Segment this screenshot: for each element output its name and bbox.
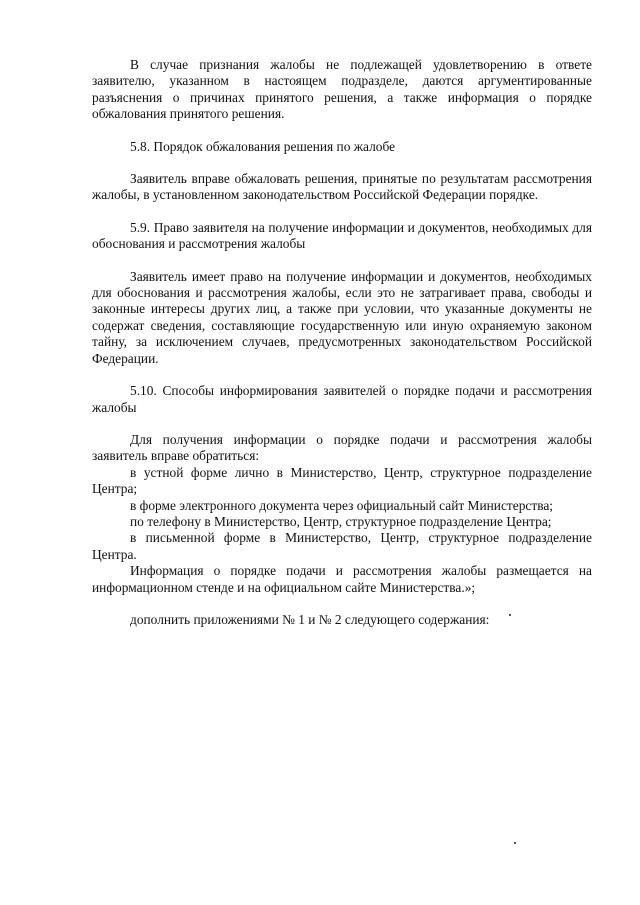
section-heading-5-10: 5.10. Способы информирования заявителей о порядке подачи и рассмотрения жалобы [92,383,592,415]
paragraph-appendix-addition: дополнить приложениями № 1 и № 2 следующего содержания: [130,611,490,627]
paragraph-information-right: Заявитель имеет право на получение информации и документов, необходимых для обоснования и рассмотрения жалобы, если это не затрагивает права, свободы и законные интересы других лиц, а также при условии, что указанные документы не содержат сведения, составляющие государственную или иную охраняемую законом тайну, за исключением случаев, предусмотренных законодательством Российской Федерации. [92,268,592,366]
list-item-phone: по телефону в Министерство, Центр, структурное подразделение Центра; [130,513,552,529]
scan-speck [509,614,511,616]
section-heading-5-9: 5.9. Право заявителя на получение информации и документов, необходимых для обоснования и рассмотрения жалобы [92,219,592,252]
list-item-electronic: в форме электронного документа через официальный сайт Министерства; [130,497,554,513]
list-item-written: в письменной форме в Министерство, Центр, структурное подразделение Центра. [92,530,592,562]
scan-speck [514,842,516,844]
paragraph-info-stand: Информация о порядке подачи и рассмотрения жалобы размещается на информационном стенде и на официальном сайте Министерства.»; [92,563,592,595]
section-heading-5-8: 5.8. Порядок обжалования решения по жалобе [130,138,396,154]
paragraph-appeal-right: Заявитель вправе обжаловать решения, принятые по результатам рассмотрения жалобы, в установленном законодательством Российской Федерации порядке. [92,171,592,203]
list-item-oral: в устной форме лично в Министерство, Центр, структурное подразделение Центра; [92,464,592,497]
document-page [92,57,592,628]
paragraph-ways-intro: Для получения информации о порядке подачи и рассмотрения жалобы заявитель вправе обратиться: [92,431,592,464]
paragraph-complaint-rejected: В случае признания жалобы не подлежащей удовлетворению в ответе заявителю, указанном в настоящем подразделе, даются аргументированные разъяснения о причинах принятого решения, а также информация о порядке обжалования принятого решения. [92,57,592,122]
